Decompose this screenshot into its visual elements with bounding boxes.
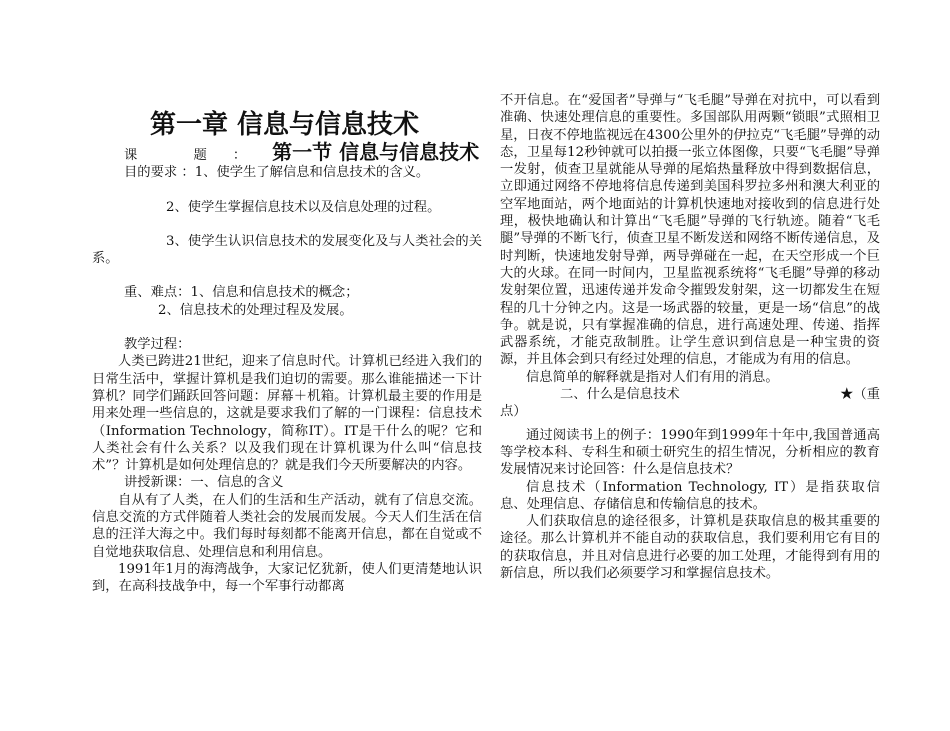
war-paragraph: 1991年1月的海湾战争，大家记忆犹新，使人们更清楚地认识到，在高科技战争中，每一个军事行动都离 — [92, 561, 482, 595]
focus-1: 重、难点：1、信息和信息技术的概念； — [124, 285, 359, 301]
lesson-row — [92, 140, 482, 164]
new-lesson-heading: 讲授新课：一、信息的含义 — [124, 475, 284, 491]
it-definition-paragraph: 信息技术（Information Technology, IT）是指获取信息、处理信息、存储信息和传输信息的技术。 — [500, 479, 880, 512]
reading-paragraph: 通过阅读书上的例子：1990年到1999年十年中,我国普通高等学校本科、专科生和硕士研究生的招生情况，分析相应的教育发展情况来讨论回答：什么是信息技术？ — [500, 427, 880, 478]
lesson-label: 课 题： — [124, 148, 273, 163]
info-simple-definition: 信息简单的解释就是指对人们有用的消息。 — [526, 369, 779, 385]
intro-paragraph: 人类已跨进21世纪，迎来了信息时代。计算机已经进入我们的日常生活中，掌握计算机是我们迫切的需要。那么谁能描述一下计算机？同学们踊跃回答问题：屏幕＋机箱。计算机最主要的作用是用来处理一些信息的，这就是要求我们了解的一门课程：信息技术（Information Technology，简称IT）。IT是干什么的呢？它和人类社会有什么关系？以及我们现在计算机课为什么叫“信息技术”？计算机是如何处理信息的？就是我们今天所要解决的内容。 — [92, 354, 482, 474]
right-column — [500, 92, 880, 582]
focus-2: 2、信息技术的处理过程及发展。 — [158, 302, 353, 318]
lesson-title: 第一节 信息与信息技术 — [272, 140, 480, 164]
objective-1: 目的要求 ：1、使学生了解信息和信息技术的含义。 — [124, 165, 430, 181]
war-paragraph-continued: 不开信息。在“爱国者”导弹与“飞毛腿”导弹在对抗中，可以看到准确、快速处理信息的重要性。多国部队用两颗“锁眼”式照相卫星，日夜不停地监视远在4300公里外的伊拉克“飞毛腿”导弹的动态，卫星每12秒钟就可以拍摄一张立体图像，只要“飞毛腿”导弹一发射，侦查卫星就能从导弹的尾焰热量释放中得到数据信息，立即通过网络不停地将信息传递到美国科罗拉多州和澳大利亚的空军地面站，两个地面站的计算机快速地对接收到的信息进行处理，极快地确认和计算出“飞毛腿”导弹的飞行轨迹。随着“飞毛腿”导弹的不断飞行，侦查卫星不断发送和网络不断传递信息，及时判断，快速地发射导弹，两导弹碰在一起，在天空形成一个巨大的火球。在同一时间内，卫星监视系统将“飞毛腿”导弹的移动发射架位置，迅速传递并发命令摧毁发射架，这一切都发生在短程的几十分钟之内。这是一场武器的较量，更是一场“信息”的战争。就是说，只有掌握准确的信息，进行高速处理、传递、指挥武器系统，才能克敌制胜。让学生意识到信息是一种宝贵的资源，并且体会到只有经过处理的信息，才能成为有用的信息。 — [500, 93, 880, 368]
channels-paragraph: 人们获取信息的途径很多，计算机是获取信息的极其重要的途径。那么计算机并不能自动的获取信息，我们要利用它有目的的获取信息，并且对信息进行必要的加工处理，才能得到有用的新信息，所以我们必须要学习和掌握信息技术。 — [500, 514, 880, 582]
left-column — [92, 108, 482, 596]
info-paragraph: 自从有了人类，在人们的生活和生产活动，就有了信息交流。信息交流的方式伴随着人类社会的发展而发展。今天人们生活在信息的汪洋大海之中。我们每时每刻都不能离开信息，都在自觉或不自觉地获取信息、处理信息和利用信息。 — [92, 492, 482, 560]
key-point-mark-cont: 点） — [500, 404, 527, 420]
chapter-title: 第一章 信息与信息技术 — [150, 110, 420, 140]
key-point-mark: ★（重 — [840, 387, 880, 403]
process-heading: 教学过程： — [124, 337, 191, 353]
objective-3: 3、使学生认识信息技术的发展变化及与人类社会的关系。 — [92, 233, 482, 267]
section-heading-text: 二、什么是信息技术 — [560, 387, 680, 403]
section-heading-2 — [500, 386, 880, 403]
objective-2: 2、使学生掌握信息技术以及信息处理的过程。 — [166, 199, 441, 215]
